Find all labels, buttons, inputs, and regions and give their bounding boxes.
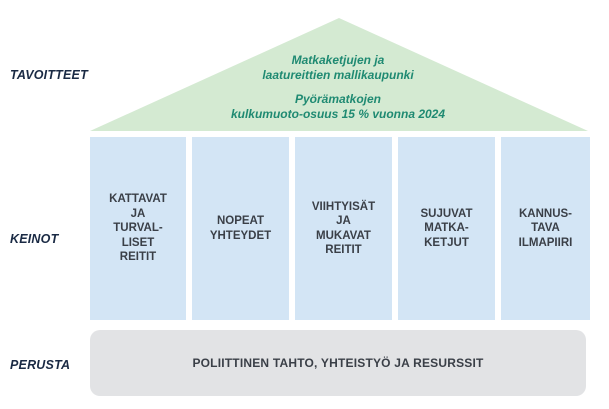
goal-cycling-share	[90, 92, 586, 122]
foundation-block	[90, 330, 586, 396]
pillar-label: KATTAVAT JA TURVAL- LISET REITIT	[109, 193, 167, 264]
pillar-label: SUJUVAT MATKA- KETJUT	[420, 207, 473, 249]
pillar-label: VIIHTYISÄT JA MUKAVAT REITIT	[311, 200, 376, 256]
goal-model-city-line-2: laatureittien mallikaupunki	[262, 68, 414, 82]
pillar-label: NOPEAT YHTEYDET	[209, 215, 272, 242]
goal-model-city	[90, 53, 586, 83]
row-label-means: KEINOT	[10, 232, 59, 246]
goal-model-city-line-1: Matkaketjujen ja	[291, 53, 385, 67]
pillar-label: KANNUS- TAVA ILMAPIIRI	[518, 207, 573, 249]
goal-cycling-share-line-1: Pyörämatkojen	[294, 92, 382, 106]
pillar-encouraging-atmosphere	[501, 137, 590, 320]
row-label-goals: TAVOITTEET	[10, 68, 88, 82]
pillar-smooth-trip-chains	[398, 137, 495, 320]
row-label-base: PERUSTA	[10, 358, 71, 372]
foundation-label: POLIITTINEN TAHTO, YHTEISTYÖ JA RESURSSIT	[192, 356, 484, 370]
pillar-fast-connections	[192, 137, 289, 320]
pillar-safe-routes	[90, 137, 186, 320]
pillar-pleasant-routes	[295, 137, 392, 320]
goal-cycling-share-line-2: kulkumuoto-osuus 15 % vuonna 2024	[230, 107, 446, 121]
